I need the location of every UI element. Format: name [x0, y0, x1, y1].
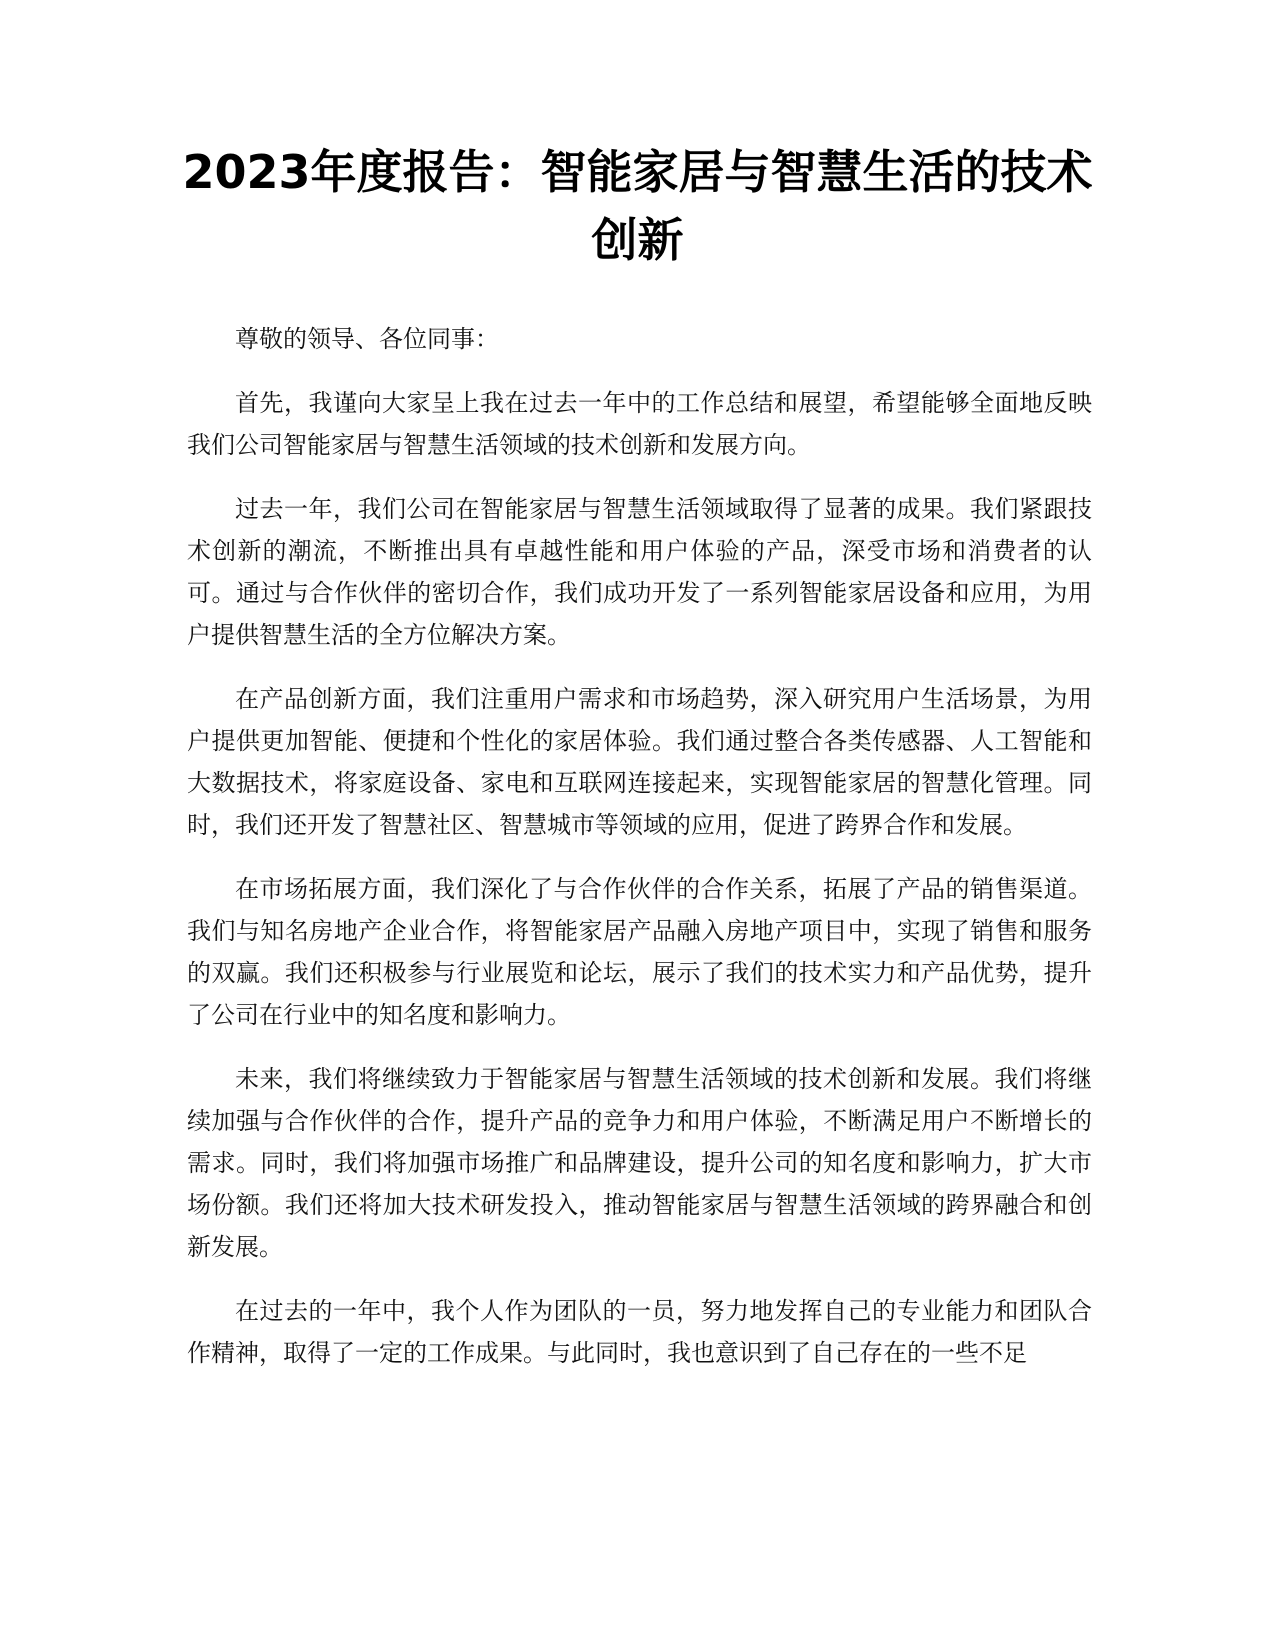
body-paragraph: 在过去的一年中，我个人作为团队的一员，努力地发挥自己的专业能力和团队合作精神，取得了一定的工作成果。与此同时，我也意识到了自己存在的一些不足 [187, 1297, 1092, 1367]
body-paragraph: 过去一年，我们公司在智能家居与智慧生活领域取得了显著的成果。我们紧跟技术创新的潮流，不断推出具有卓越性能和用户体验的产品，深受市场和消费者的认可。通过与合作伙伴的密切合作，我们成功开发了一系列智能家居设备和应用，为用户提供智慧生活的全方位解决方案。 [187, 495, 1092, 649]
document-body [187, 318, 1092, 1396]
body-paragraph: 未来，我们将继续致力于智能家居与智慧生活领域的技术创新和发展。我们将继续加强与合作伙伴的合作，提升产品的竞争力和用户体验，不断满足用户不断增长的需求。同时，我们将加强市场推广和品牌建设，提升公司的知名度和影响力，扩大市场份额。我们还将加大技术研发投入，推动智能家居与智慧生活领域的跨界融合和创新发展。 [187, 1065, 1092, 1261]
body-paragraph: 在市场拓展方面，我们深化了与合作伙伴的合作关系，拓展了产品的销售渠道。我们与知名房地产企业合作，将智能家居产品融入房地产项目中，实现了销售和服务的双赢。我们还积极参与行业展览和论坛，展示了我们的技术实力和产品优势，提升了公司在行业中的知名度和影响力。 [187, 875, 1092, 1029]
document-title: 2023年度报告：智能家居与智慧生活的技术创新 [182, 145, 1093, 267]
salutation-paragraph: 尊敬的领导、各位同事： [235, 325, 499, 353]
body-paragraph: 首先，我谨向大家呈上我在过去一年中的工作总结和展望，希望能够全面地反映我们公司智能家居与智慧生活领域的技术创新和发展方向。 [187, 389, 1092, 459]
body-paragraph: 在产品创新方面，我们注重用户需求和市场趋势，深入研究用户生活场景，为用户提供更加智能、便捷和个性化的家居体验。我们通过整合各类传感器、人工智能和大数据技术，将家庭设备、家电和互联网连接起来，实现智能家居的智慧化管理。同时，我们还开发了智慧社区、智慧城市等领域的应用，促进了跨界合作和发展。 [187, 685, 1092, 839]
